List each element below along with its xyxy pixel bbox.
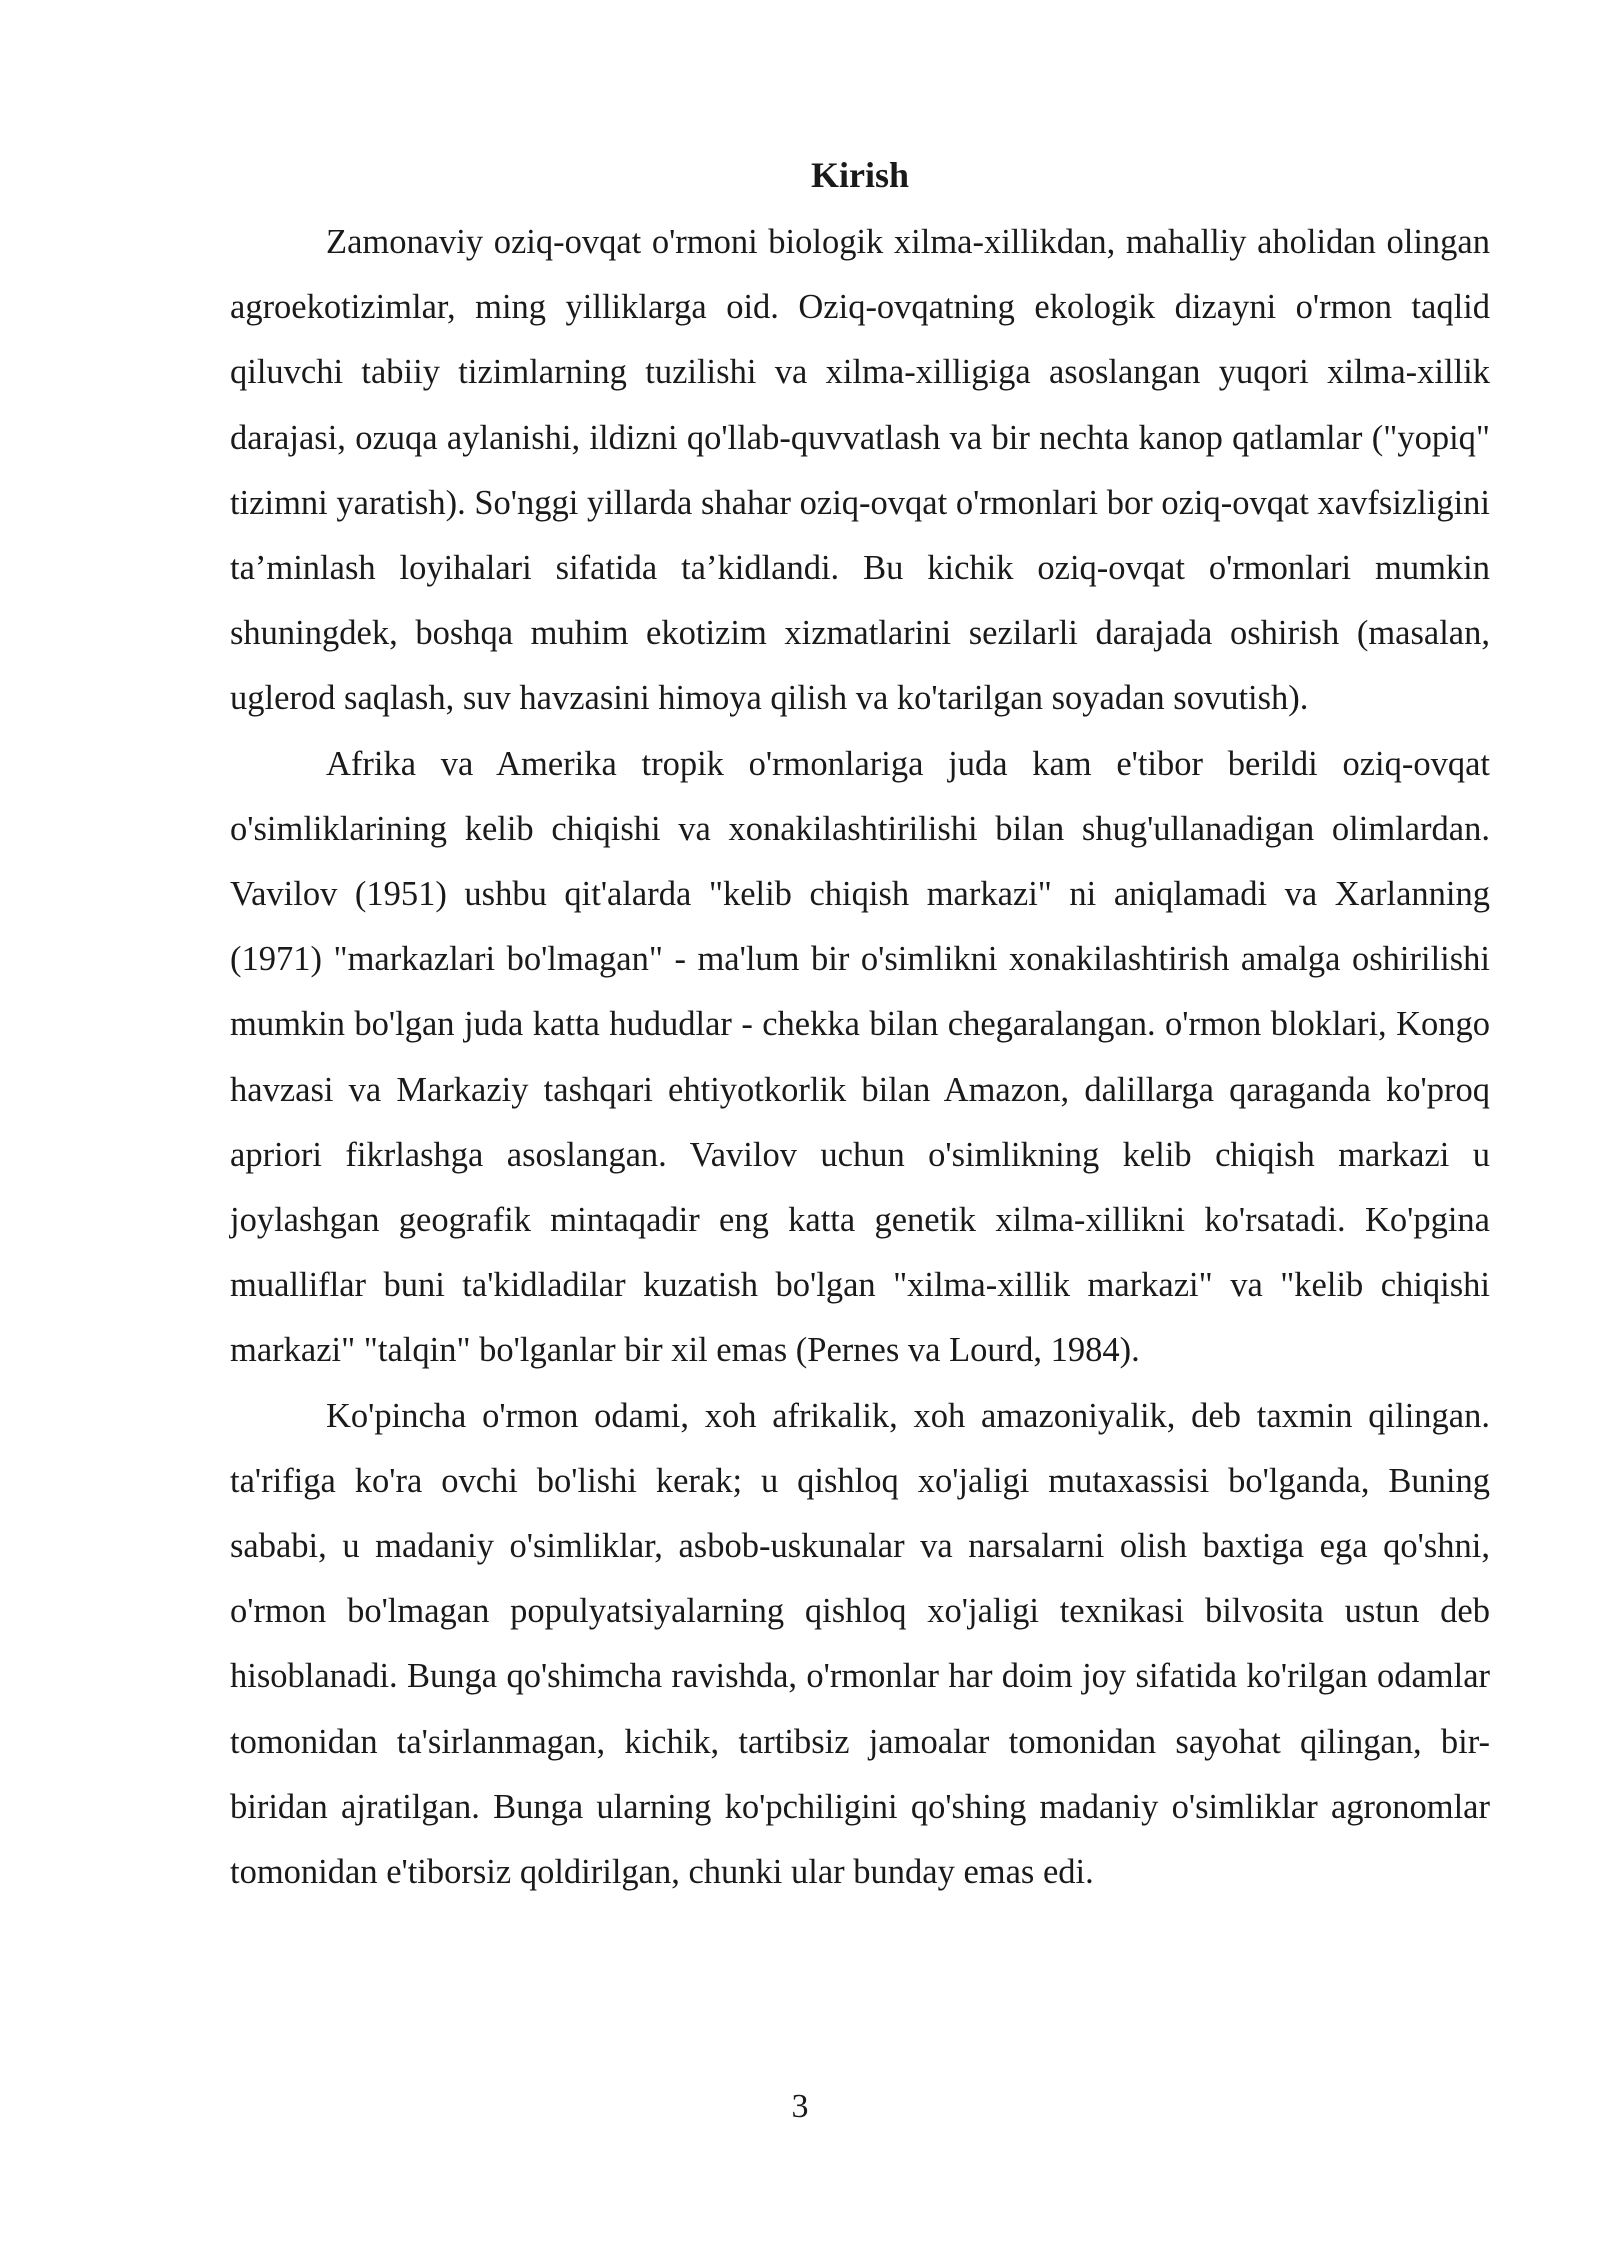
page-title: Kirish [810,155,909,195]
paragraph-1: Zamonaviy oziq-ovqat o'rmoni biologik xilma-xillikdan, mahalliy aholidan olingan agroekotizimlar, ming yilliklarga oid. Oziq-ovqatning ekologik dizayni o'rmon taqlid qiluvchi tabiiy tizimlarning tuzilishi va xilma-xilligiga asoslangan yuqori xilma-xillik darajasi, ozuqa aylanishi, ildizni qo'llab-quvvatlash va bir nechta kanop qatlamlar ("yopiq" tizimni yaratish). So'nggi yillarda shahar oziq-ovqat o'rmonlari bor oziq-ovqat xavfsizligini ta’minlash loyihalari sifatida ta’kidlandi. Bu kichik oziq-ovqat o'rmonlari mumkin shuningdek, boshqa muhim ekotizim xizmatlarini sezilarli darajada oshirish (masalan, uglerod saqlash, suv havzasini himoya qilish va ko'tarilgan soyadan sovutish). [230,223,1490,718]
document-page [230,148,1490,1905]
paragraph-3: Ko'pincha o'rmon odami, xoh afrikalik, xoh amazoniyalik, deb taxmin qilingan. ta'rifiga ko'ra ovchi bo'lishi kerak; u qishloq xo'jaligi mutaxassisi bo'lganda, Buning sababi, u madaniy o'simliklar, asbob-uskunalar va narsalarni olish baxtiga ega qo'shni, o'rmon bo'lmagan populyatsiyalarning qishloq xo'jaligi texnikasi bilvosita ustun deb hisoblanadi. Bunga qo'shimcha ravishda, o'rmonlar har doim joy sifatida ko'rilgan odamlar tomonidan ta'sirlanmagan, kichik, tartibsiz jamoalar tomonidan sayohat qilingan, bir-biridan ajratilgan. Bunga ularning ko'pchiligini qo'shing madaniy o'simliklar agronomlar tomonidan e'tiborsiz qoldirilgan, chunki ular bunday emas edi. [230,1396,1490,1892]
page-number: 3 [791,2088,809,2125]
paragraph-2: Afrika va Amerika tropik o'rmonlariga juda kam e'tibor berildi oziq-ovqat o'simliklarining kelib chiqishi va xonakilashtirilishi bilan shug'ullanadigan olimlardan. Vavilov (1951) ushbu qit'alarda "kelib chiqish markazi" ni aniqlamadi va Xarlanning (1971) "markazlari bo'lmagan" - ma'lum bir o'simlikni xonakilashtirish amalga oshirilishi mumkin bo'lgan juda katta hududlar - chekka bilan chegaralangan. o'rmon bloklari, Kongo havzasi va Markaziy tashqari ehtiyotkorlik bilan Amazon, dalillarga qaraganda ko'proq apriori fikrlashga asoslangan. Vavilov uchun o'simlikning kelib chiqish markazi u joylashgan geografik mintaqadir eng katta genetik xilma-xillikni ko'rsatadi. Ko'pgina mualliflar buni ta'kidladilar kuzatish bo'lgan "xilma-xillik markazi" va "kelib chiqishi markazi" "talqin" bo'lganlar bir xil emas (Pernes va Lourd, 1984). [230,744,1490,1370]
